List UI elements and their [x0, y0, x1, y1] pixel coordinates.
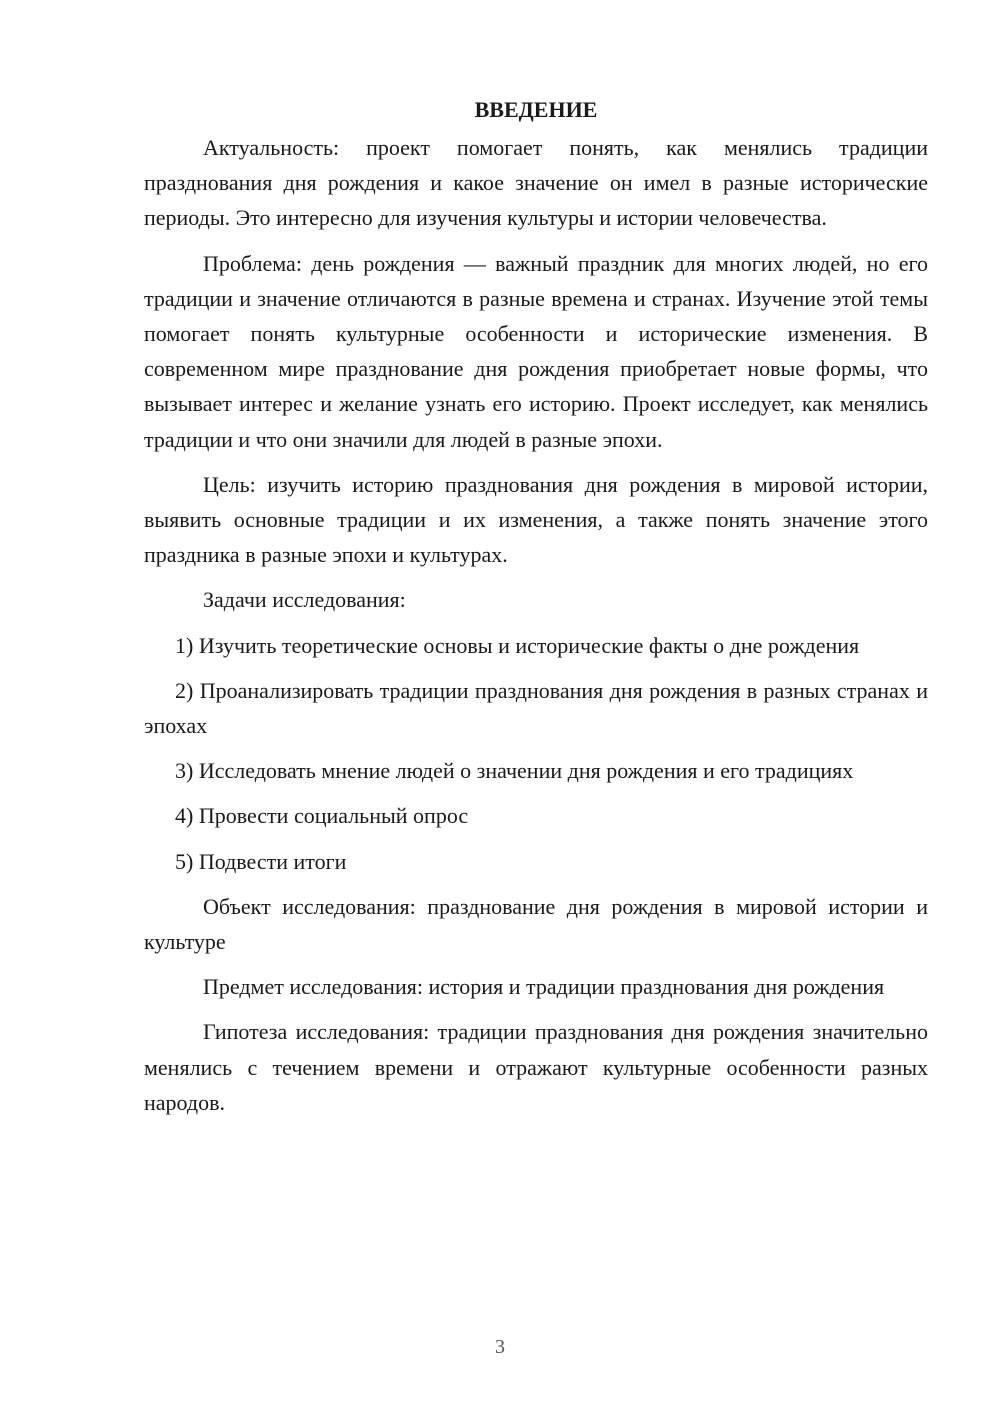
goal-paragraph: Цель: изучить историю празднования дня рождения в мировой истории, выявить основные традиции и их изменения, а также понять значение этого праздника в разные эпохи и культурах.	[144, 471, 928, 568]
tasks-title: Задачи исследования:	[203, 587, 406, 613]
relevance-paragraph: Актуальность: проект помогает понять, как менялись традиции празднования дня рождения и какое значение он имел в разные исторические периоды. Это интересно для изучения культуры и истории человечества.	[144, 135, 928, 231]
problem-paragraph: Проблема: день рождения — важный праздник для многих людей, но его традиции и значение отличаются в разные времена и странах. Изучение этой темы помогает понять культурные особенности и исторические изменения. В современном мире празднование дня рождения приобретает новые формы, что вызывает интерес и желание узнать его историю. Проект исследует, как менялись традиции и что они значили для людей в разные эпохи.	[144, 250, 928, 452]
task-item: 5) Подвести итоги	[175, 848, 347, 874]
page-title: ВВЕДЕНИЕ	[474, 97, 598, 122]
hypothesis-paragraph: Гипотеза исследования: традиции празднования дня рождения значительно менялись с течением времени и отражают культурные особенности разных народов.	[144, 1019, 928, 1115]
tasks-list	[144, 628, 928, 879]
page-number: 3	[495, 1336, 505, 1358]
task-item: 4) Провести социальный опрос	[175, 803, 469, 829]
subject-paragraph: Предмет исследования: история и традиции празднования дня рождения	[203, 974, 885, 1000]
task-item: 2) Проанализировать традиции празднования дня рождения в разных странах и эпохах	[144, 677, 928, 739]
task-item: 1) Изучить теоретические основы и исторические факты о дне рождения	[175, 632, 860, 658]
document-page	[144, 94, 928, 1130]
task-item: 3) Исследовать мнение людей о значении дня рождения и его традициях	[175, 758, 854, 784]
object-paragraph: Объект исследования: празднование дня рождения в мировой истории и культуре	[144, 893, 928, 955]
